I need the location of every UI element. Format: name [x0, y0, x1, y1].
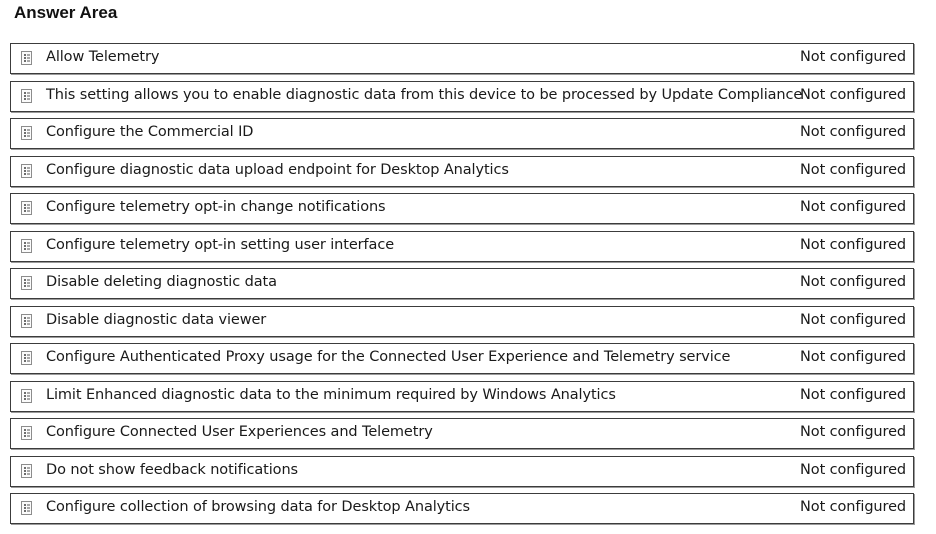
policy-row-disable-viewer[interactable]: [10, 306, 914, 337]
policy-row-feedback-notifications[interactable]: [10, 456, 914, 487]
policy-row-disable-deleting[interactable]: [10, 268, 914, 299]
policy-state: Not configured: [800, 499, 906, 515]
policy-label: This setting allows you to enable diagnostic data from this device to be processed by Update Compliance: [46, 86, 803, 103]
policy-state: Not configured: [800, 49, 906, 65]
policy-label: Configure Connected User Experiences and Telemetry: [46, 424, 433, 440]
policy-row-allow-telemetry[interactable]: [10, 43, 914, 74]
policy-setting-icon: [21, 276, 32, 290]
policy-setting-icon: [21, 89, 32, 103]
policy-state: Not configured: [800, 236, 906, 253]
policy-setting-icon: [21, 239, 32, 253]
policy-state: Not configured: [800, 199, 906, 215]
policy-row-browsing-data[interactable]: [10, 493, 914, 524]
policy-state: Not configured: [800, 161, 906, 178]
policy-label: Configure telemetry opt-in change notifications: [46, 199, 386, 215]
policy-setting-icon: [21, 51, 32, 65]
policy-label: Disable deleting diagnostic data: [46, 274, 277, 290]
policy-label: Configure diagnostic data upload endpoint for Desktop Analytics: [46, 161, 509, 178]
policy-label: Configure the Commercial ID: [46, 124, 254, 140]
policy-state: Not configured: [800, 386, 906, 403]
policy-row-optin-ui[interactable]: [10, 231, 914, 262]
policy-row-update-compliance[interactable]: [10, 81, 914, 112]
policy-setting-icon: [21, 426, 32, 440]
policy-setting-icon: [21, 501, 32, 515]
policy-label: Do not show feedback notifications: [46, 461, 298, 478]
policy-setting-icon: [21, 464, 32, 478]
policy-state: Not configured: [800, 349, 906, 365]
policy-setting-icon: [21, 126, 32, 140]
policy-setting-icon: [21, 314, 32, 328]
policy-state: Not configured: [800, 124, 906, 140]
policy-label: Configure collection of browsing data for Desktop Analytics: [46, 499, 470, 515]
policy-label: Limit Enhanced diagnostic data to the minimum required by Windows Analytics: [46, 386, 616, 403]
policy-setting-icon: [21, 201, 32, 215]
policy-label: Allow Telemetry: [46, 49, 160, 65]
policy-state: Not configured: [800, 424, 906, 440]
policy-label: Disable diagnostic data viewer: [46, 311, 267, 328]
policy-row-optin-notifications[interactable]: [10, 193, 914, 224]
policy-state: Not configured: [800, 86, 906, 103]
policy-row-commercial-id[interactable]: [10, 118, 914, 149]
policy-setting-icon: [21, 351, 32, 365]
policy-list: [10, 43, 914, 531]
answer-area-title: Answer Area: [14, 3, 118, 22]
policy-row-authenticated-proxy[interactable]: [10, 343, 914, 374]
policy-state: Not configured: [800, 311, 906, 328]
policy-state: Not configured: [800, 461, 906, 478]
policy-setting-icon: [21, 164, 32, 178]
policy-label: Configure Authenticated Proxy usage for the Connected User Experience and Telemetry service: [46, 349, 731, 365]
policy-label: Configure telemetry opt-in setting user interface: [46, 236, 395, 253]
policy-setting-icon: [21, 389, 32, 403]
policy-state: Not configured: [800, 274, 906, 290]
policy-row-limit-enhanced[interactable]: [10, 381, 914, 412]
policy-row-upload-endpoint[interactable]: [10, 156, 914, 187]
policy-row-connected-user-experiences[interactable]: [10, 418, 914, 449]
